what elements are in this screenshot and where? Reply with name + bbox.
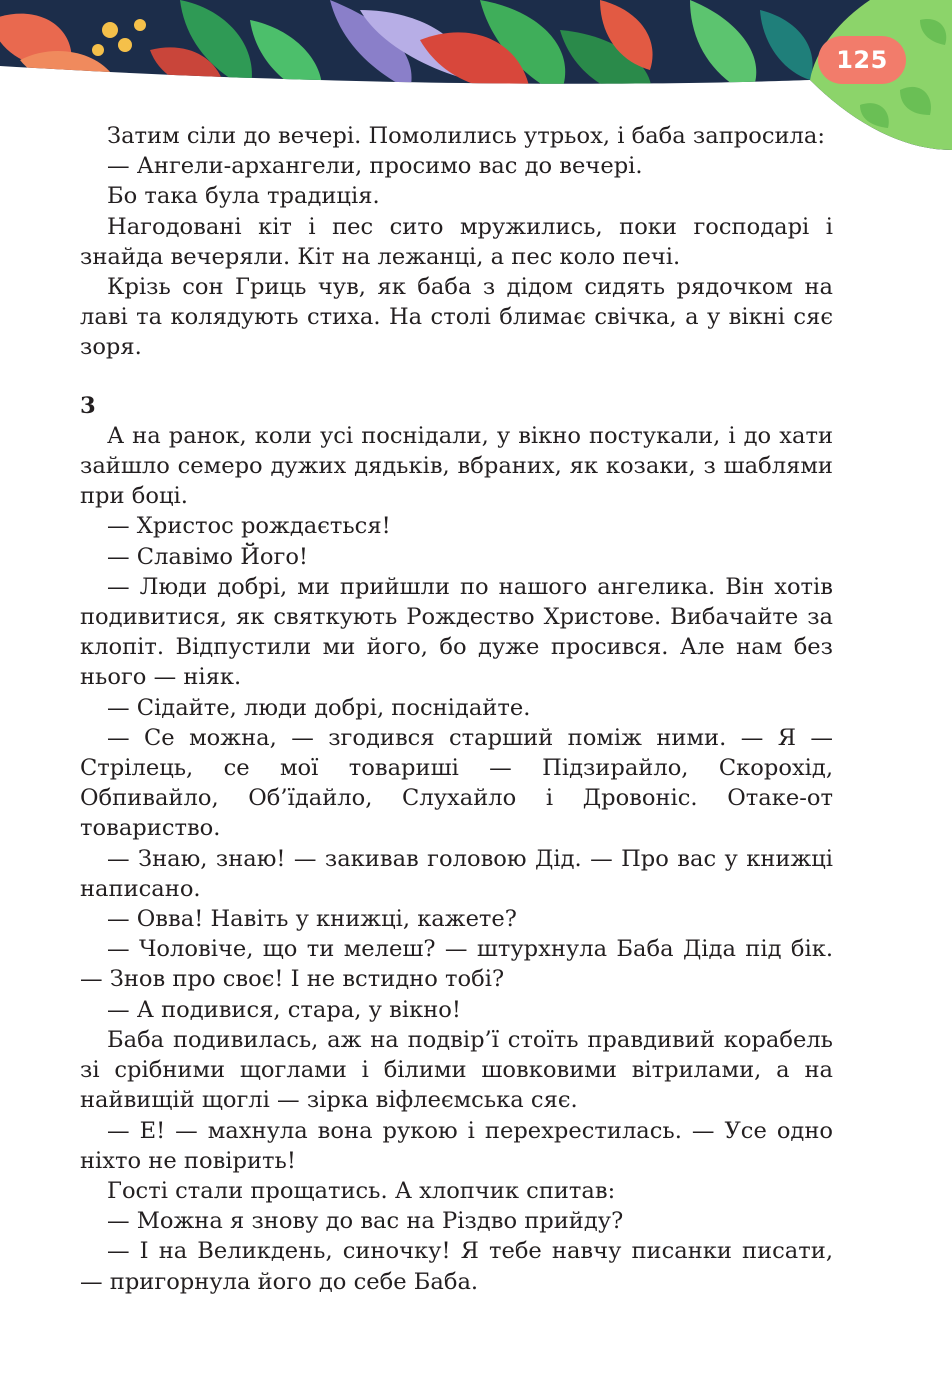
paragraph: — Сідайте, люди добрі, поснідайте.	[107, 694, 531, 721]
paragraph: — Христос рождається!	[107, 513, 391, 540]
paragraph: — Знаю, знаю! — закивав головою Дід. — Про вас у книжці написано.	[80, 845, 833, 902]
page-number-badge: 125	[818, 36, 906, 84]
paragraph: — Ангели-архангели, просимо вас до вечері.	[107, 153, 643, 180]
story-text	[80, 121, 833, 1297]
paragraph: Нагодовані кіт і пес сито мружились, поки господарі і знайда вечеряли. Кіт на лежанці, а пес коло печі.	[80, 213, 833, 270]
paragraph: А на ранок, коли усі поснідали, у вікно постукали, і до хати зайшло семеро дужих дядьків, вбраних, як козаки, з шаблями при боці.	[80, 422, 833, 510]
paragraph: Крізь сон Гриць чув, як баба з дідом сидять рядочком на лаві та колядують стиха. На столі блимає свічка, а у вікні сяє зоря.	[80, 274, 833, 361]
paragraph: Затим сіли до вечері. Помолились утрьох, і баба запросила:	[107, 123, 825, 149]
paragraph: — А подивися, стара, у вікно!	[107, 996, 461, 1023]
paragraph: — Можна я знову до вас на Різдво прийду?	[107, 1208, 624, 1235]
paragraph: — Се можна, — згодився старший поміж ними. — Я — Стрілець, се мої товариші — Підзирайло, Скороxід, Обпивайло, Об’їдайло, Слухайло і Дровоніс. Отаке-от товариство.	[80, 724, 833, 842]
paragraph: Гості стали прощатись. А хлопчик спитав:	[107, 1177, 616, 1204]
paragraph: — Славімо Його!	[107, 543, 309, 570]
paragraph: — Чоловіче, що ти мелеш? — штурхнула Баба Діда під бік. — Знов про своє! І не встидно тобі?	[80, 936, 833, 993]
paragraph: Баба подивилась, аж на подвір’ї стоїть правдивий корабель зі срібними щоглами і білими шовковими вітрилами, а на найвищій щоглі — зірка віфлеємська сяє.	[80, 1026, 833, 1114]
paragraph: — Люди добрі, ми прийшли по нашого ангелика. Він хотів подивитися, як святкують Рождество Христове. Вибачайте за клопіт. Відпустили ми його, бо дуже просився. Але нам без нього — ніяк.	[80, 573, 833, 691]
paragraph: — І на Великдень, синочку! Я тебе навчу писанки писати, — пригорнула його до себе Баба.	[80, 1238, 833, 1295]
paragraph: — Овва! Навіть у книжці, кажете?	[107, 906, 517, 933]
paragraph: Бо така була традиція.	[107, 183, 380, 210]
section-number: 3	[80, 392, 96, 419]
paragraph: — Е! — махнула вона рукою і перехрестилась. — Усе одно ніхто не повірить!	[80, 1117, 833, 1174]
